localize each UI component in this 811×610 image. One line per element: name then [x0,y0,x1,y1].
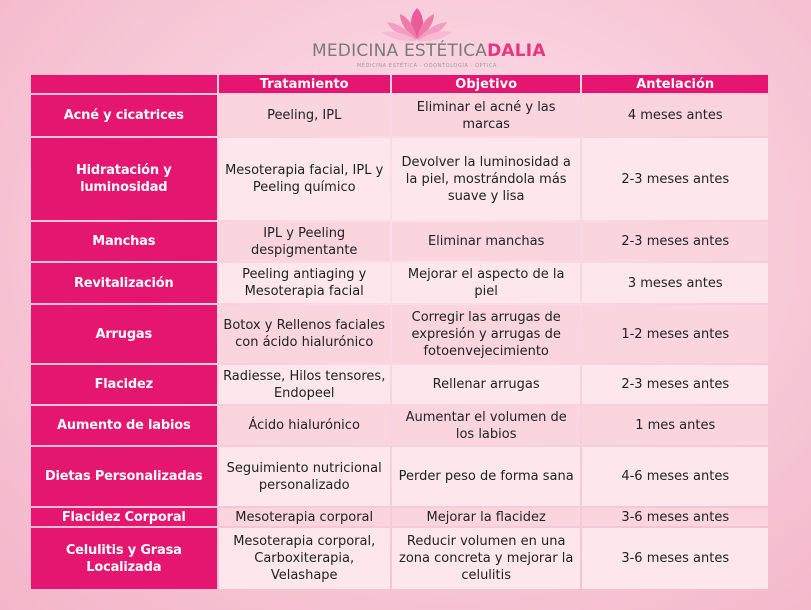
table-row [31,447,768,506]
row-label: Celulitis y Grasa Localizada [31,528,217,589]
row-label: Acné y cicatrices [31,95,217,136]
header-antelacion: Antelación [582,75,768,93]
header-corner [31,75,217,93]
treatments-table [29,73,770,591]
tratamiento-cell: Ácido hialurónico [219,406,390,445]
row-label: Aumento de labios [31,406,217,445]
antelacion-cell: 4 meses antes [582,95,768,136]
table-row [31,222,768,261]
row-label: Arrugas [31,305,217,363]
objetivo-cell: Eliminar manchas [392,222,581,261]
brand-name [312,41,546,61]
tratamiento-cell: Peeling, IPL [219,95,390,136]
brand-name-main: MEDICINA ESTÉTICA [312,41,488,61]
antelacion-cell: 3-6 meses antes [582,528,768,589]
tratamiento-cell: Mesoterapia corporal [219,508,390,526]
row-label: Hidratación y luminosidad [31,138,217,220]
header-objetivo: Objetivo [392,75,581,93]
antelacion-cell: 3 meses antes [582,263,768,303]
table-row [31,305,768,363]
antelacion-cell: 1 mes antes [582,406,768,445]
tratamiento-cell: Seguimiento nutricional personalizado [219,447,390,506]
antelacion-cell: 2-3 meses antes [582,138,768,220]
brand-name-accent: DALIA [487,41,546,61]
row-label: Flacidez Corporal [31,508,217,526]
row-label: Flacidez [31,365,217,404]
objetivo-cell: Mejorar el aspecto de la piel [392,263,581,303]
objetivo-cell: Aumentar el volumen de los labios [392,406,581,445]
table-row [31,365,768,404]
table-header-row [31,75,768,93]
table-row [31,95,768,136]
brand-logo [312,6,546,69]
objetivo-cell: Rellenar arrugas [392,365,581,404]
tratamiento-cell: Mesoterapia corporal, Carboxiterapia, Velashape [219,528,390,589]
antelacion-cell: 1-2 meses antes [582,305,768,363]
tratamiento-cell: Mesoterapia facial, IPL y Peeling químico [219,138,390,220]
table-row [31,508,768,526]
row-label: Dietas Personalizadas [31,447,217,506]
brand-tagline: MEDICINA ESTÉTICA · ODONTOLOGÍA · ÓPTICA [356,63,498,69]
antelacion-cell: 2-3 meses antes [582,365,768,404]
table-row [31,138,768,220]
antelacion-cell: 4-6 meses antes [582,447,768,506]
objetivo-cell: Mejorar la flacidez [392,508,581,526]
row-label: Manchas [31,222,217,261]
lotus-flower-icon [378,6,456,42]
table-row [31,263,768,303]
header-tratamiento: Tratamiento [219,75,390,93]
objetivo-cell: Devolver la luminosidad a la piel, mostrándola más suave y lisa [392,138,581,220]
tratamiento-cell: IPL y Peeling despigmentante [219,222,390,261]
antelacion-cell: 3-6 meses antes [582,508,768,526]
objetivo-cell: Reducir volumen en una zona concreta y mejorar la celulitis [392,528,581,589]
objetivo-cell: Eliminar el acné y las marcas [392,95,581,136]
objetivo-cell: Corregir las arrugas de expresión y arrugas de fotoenvejecimiento [392,305,581,363]
tratamiento-cell: Peeling antiaging y Mesoterapia facial [219,263,390,303]
row-label: Revitalización [31,263,217,303]
table-row [31,528,768,589]
tratamiento-cell: Radiesse, Hilos tensores, Endopeel [219,365,390,404]
antelacion-cell: 2-3 meses antes [582,222,768,261]
objetivo-cell: Perder peso de forma sana [392,447,581,506]
table-row [31,406,768,445]
tratamiento-cell: Botox y Rellenos faciales con ácido hialurónico [219,305,390,363]
